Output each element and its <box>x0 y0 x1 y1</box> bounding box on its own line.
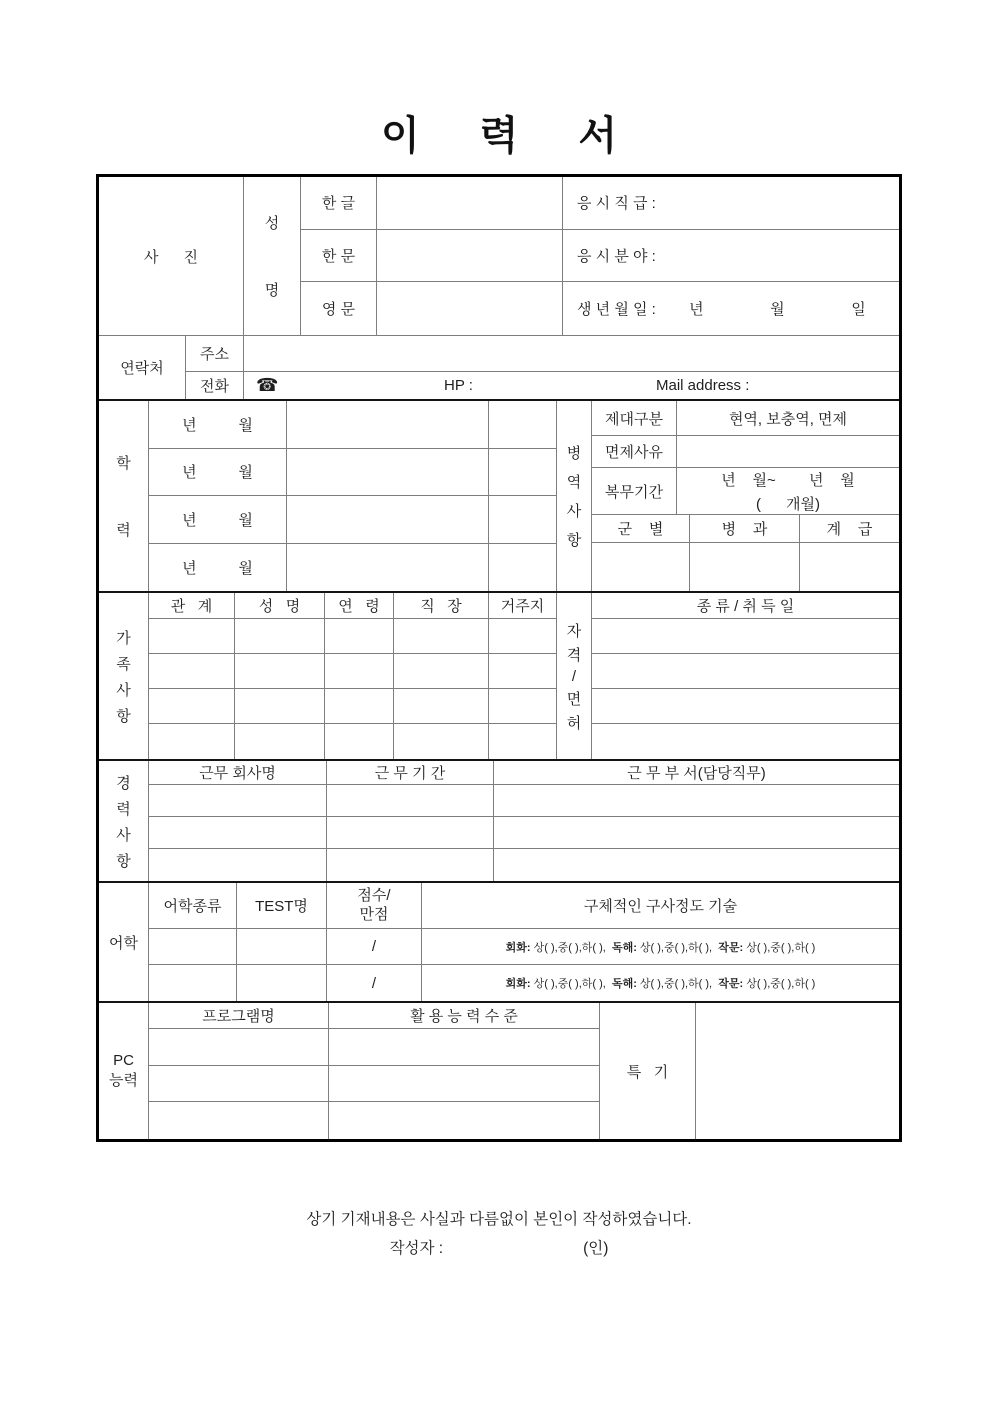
language-type-field[interactable] <box>149 929 237 965</box>
title-char: 서 <box>578 114 617 158</box>
test-name-field[interactable] <box>237 965 327 1001</box>
age-header: 연 령 <box>325 593 394 619</box>
name-hanja-field[interactable] <box>377 230 563 283</box>
company-field[interactable] <box>149 785 327 817</box>
name-hanja-label: 한 문 <box>301 230 377 283</box>
period-field[interactable] <box>327 785 494 817</box>
contact-label: 연락처 <box>99 336 186 399</box>
phone-field[interactable] <box>244 372 899 399</box>
exemption-row <box>592 436 899 468</box>
department-field[interactable] <box>494 849 899 881</box>
residence-field[interactable] <box>489 654 557 689</box>
family-name-field[interactable] <box>235 619 325 654</box>
proficiency-desc-field[interactable]: 회화: 상( ),중( ),하( ), 독해: 상( ),중( ),하( ), 작문: 상( ),중( ),하( ) <box>505 978 816 990</box>
workplace-field[interactable] <box>394 724 489 759</box>
education-label: 학 력 <box>99 401 149 591</box>
age-field[interactable] <box>325 724 394 759</box>
seal-label: (인) <box>583 1240 609 1257</box>
specialty-field[interactable] <box>696 1003 899 1139</box>
specialty-label: 특 기 <box>600 1003 696 1139</box>
birthdate-row <box>563 282 899 335</box>
military-values-row <box>592 543 899 591</box>
relation-field[interactable] <box>149 724 235 759</box>
hp-label: HP : <box>444 377 473 394</box>
department-field[interactable] <box>494 817 899 849</box>
residence-header: 거주지 <box>489 593 557 619</box>
name-hangul-label: 한 글 <box>301 177 377 230</box>
company-field[interactable] <box>149 817 327 849</box>
score-field[interactable]: / <box>327 929 422 965</box>
phone-label: 전화 <box>186 372 244 399</box>
residence-field[interactable] <box>489 619 557 654</box>
career-section <box>99 759 899 881</box>
edu-status-field[interactable] <box>489 449 557 497</box>
edu-school-field[interactable] <box>287 449 489 497</box>
relation-field[interactable] <box>149 619 235 654</box>
proficiency-desc-field[interactable]: 회화: 상( ),중( ),하( ), 독해: 상( ),중( ),하( ), 작문: 상( ),중( ),하( ) <box>422 929 899 965</box>
name-label: 성 명 <box>244 177 301 335</box>
edu-date-field[interactable]: 년 월 <box>149 544 287 592</box>
license-field[interactable] <box>592 689 899 724</box>
language-type-header: 어학종류 <box>149 883 237 929</box>
proficiency-desc-header: 구체적인 구사정도 기술 <box>422 883 899 929</box>
score-header: 점수/ 만점 <box>327 883 422 929</box>
proficiency-level-field[interactable] <box>329 1102 600 1139</box>
education-military-section <box>99 399 899 591</box>
rank-header: 계 급 <box>800 515 899 543</box>
footer <box>0 1207 998 1258</box>
relation-field[interactable] <box>149 654 235 689</box>
period-field[interactable] <box>327 817 494 849</box>
edu-school-field[interactable] <box>287 401 489 449</box>
exemption-reason-label: 면제사유 <box>592 436 677 468</box>
resume-form-table <box>96 174 902 1142</box>
military-details <box>592 401 899 591</box>
language-type-field[interactable] <box>149 965 237 1001</box>
address-field[interactable] <box>244 336 899 372</box>
age-field[interactable] <box>325 689 394 724</box>
residence-field[interactable] <box>489 689 557 724</box>
score-field[interactable]: / <box>327 965 422 1001</box>
service-period-field[interactable]: 년 월~ 년 월 ( 개월) <box>677 468 899 515</box>
service-period-row <box>592 468 899 515</box>
title-char: 력 <box>479 114 519 158</box>
signature-line <box>0 1236 998 1258</box>
birthdate-units: 년 월 일 <box>689 301 866 319</box>
period-header: 근 무 기 간 <box>327 761 494 785</box>
name-hangul-field[interactable] <box>377 177 563 230</box>
license-header: 종 류 / 취 득 일 <box>592 593 899 619</box>
language-label: 어학 <box>99 883 149 1001</box>
edu-date-field[interactable]: 년 월 <box>149 401 287 449</box>
program-header: 프로그램명 <box>149 1003 329 1029</box>
department-header: 근 무 부 서(담당직무) <box>494 761 899 785</box>
license-label: 자 격 / 면 허 <box>557 593 592 759</box>
proficiency-level-header: 활 용 능 력 수 준 <box>329 1003 600 1029</box>
program-field[interactable] <box>149 1066 329 1103</box>
page-title <box>0 104 998 161</box>
contact-section <box>99 335 899 399</box>
pc-label: PC 능력 <box>99 1003 149 1139</box>
mail-address-label: Mail address : <box>656 377 750 394</box>
edu-date-field[interactable]: 년 월 <box>149 449 287 497</box>
proficiency-level-field[interactable] <box>329 1066 600 1103</box>
military-headers-row <box>592 515 899 543</box>
discharge-type-field[interactable]: 현역, 보충역, 면제 <box>677 401 899 436</box>
test-name-field[interactable] <box>237 929 327 965</box>
company-field[interactable] <box>149 849 327 881</box>
apply-field-label: 응 시 분 야 : <box>563 230 899 283</box>
branch-header: 군 별 <box>592 515 690 543</box>
license-field[interactable] <box>592 724 899 759</box>
family-name-field[interactable] <box>235 654 325 689</box>
rank-field[interactable] <box>800 543 899 591</box>
relation-header: 관 계 <box>149 593 235 619</box>
declaration-text: 상기 기재내용은 사실과 다름없이 본인이 작성하였습니다. <box>306 1211 692 1228</box>
address-label: 주소 <box>186 336 244 372</box>
edu-date-field[interactable]: 년 월 <box>149 496 287 544</box>
age-field[interactable] <box>325 619 394 654</box>
license-field[interactable] <box>592 654 899 689</box>
workplace-field[interactable] <box>394 689 489 724</box>
specialty-header: 병 과 <box>690 515 800 543</box>
discharge-row <box>592 401 899 436</box>
period-field[interactable] <box>327 849 494 881</box>
residence-field[interactable] <box>489 724 557 759</box>
service-period-label: 복무기간 <box>592 468 677 515</box>
workplace-field[interactable] <box>394 654 489 689</box>
program-field[interactable] <box>149 1102 329 1139</box>
proficiency-level-field[interactable] <box>329 1029 600 1066</box>
family-name-field[interactable] <box>235 724 325 759</box>
age-field[interactable] <box>325 654 394 689</box>
career-label: 경 력 사 항 <box>99 761 149 881</box>
program-field[interactable] <box>149 1029 329 1066</box>
writer-label: 작성자 : <box>389 1240 444 1257</box>
edu-status-field[interactable] <box>489 544 557 592</box>
branch-field[interactable] <box>592 543 690 591</box>
test-name-header: TEST명 <box>237 883 327 929</box>
edu-school-field[interactable] <box>287 496 489 544</box>
name-english-field[interactable] <box>377 282 563 335</box>
language-section <box>99 881 899 1001</box>
family-label: 가 족 사 항 <box>99 593 149 759</box>
photo-area: 사 진 <box>99 177 244 335</box>
name-english-label: 영 문 <box>301 282 377 335</box>
phone-icon: ☎ <box>256 375 279 395</box>
apply-grade-label: 응 시 직 급 : <box>563 177 899 230</box>
edu-status-field[interactable] <box>489 496 557 544</box>
company-header: 근무 회사명 <box>149 761 327 785</box>
workplace-field[interactable] <box>394 619 489 654</box>
relation-field[interactable] <box>149 689 235 724</box>
edu-school-field[interactable] <box>287 544 489 592</box>
edu-status-field[interactable] <box>489 401 557 449</box>
family-name-field[interactable] <box>235 689 325 724</box>
discharge-type-label: 제대구분 <box>592 401 677 436</box>
exemption-reason-field[interactable] <box>677 436 899 468</box>
specialty-field[interactable] <box>690 543 800 591</box>
department-field[interactable] <box>494 785 899 817</box>
military-label: 병 역 사 항 <box>557 401 592 591</box>
family-name-header: 성 명 <box>235 593 325 619</box>
license-field[interactable] <box>592 619 899 654</box>
pc-section <box>99 1001 899 1139</box>
workplace-header: 직 장 <box>394 593 489 619</box>
birthdate-label: 생 년 월 일 : <box>577 301 656 319</box>
title-char: 이 <box>381 114 420 158</box>
header-section <box>99 177 899 335</box>
family-license-section <box>99 591 899 759</box>
